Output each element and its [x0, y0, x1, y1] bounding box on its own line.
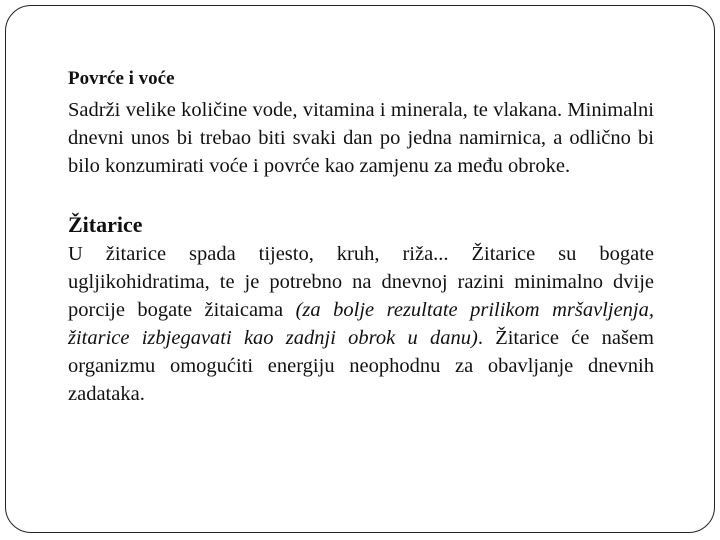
slide-frame — [5, 5, 715, 533]
paragraph-zitarice-italic: (za bolje rezultate prilikom mršavljenja, žitarice izbjegavati kao zadnji obrok u danu) — [68, 299, 654, 349]
slide-content — [68, 64, 654, 408]
paragraph-zitarice-part2: . Žitarice će našem organizmu omogućiti energiju neophodnu za obavljanje dnevnih zadataka. — [68, 327, 654, 405]
paragraph-zitarice-part1: U žitarice spada tijesto, kruh, riža... Žitarice su bogate ugljikohidratima, te je potrebno na dnevnoj razini minimalno dvije porcije bogate žitaicama — [68, 243, 654, 321]
heading-zitarice: Žitarice — [68, 212, 143, 237]
paragraph-povrce-i-voce: Sadrži velike količine vode, vitamina i minerala, te vlakana. Minimalni dnevni unos bi trebao biti svaki dan po jedna namirnica, a odlično bi bilo konzumirati voće i povrće kao zamjenu za među obroke. — [68, 99, 654, 177]
paragraph-zitarice — [68, 240, 654, 408]
heading-povrce-i-voce: Povrće i voće — [68, 68, 175, 89]
